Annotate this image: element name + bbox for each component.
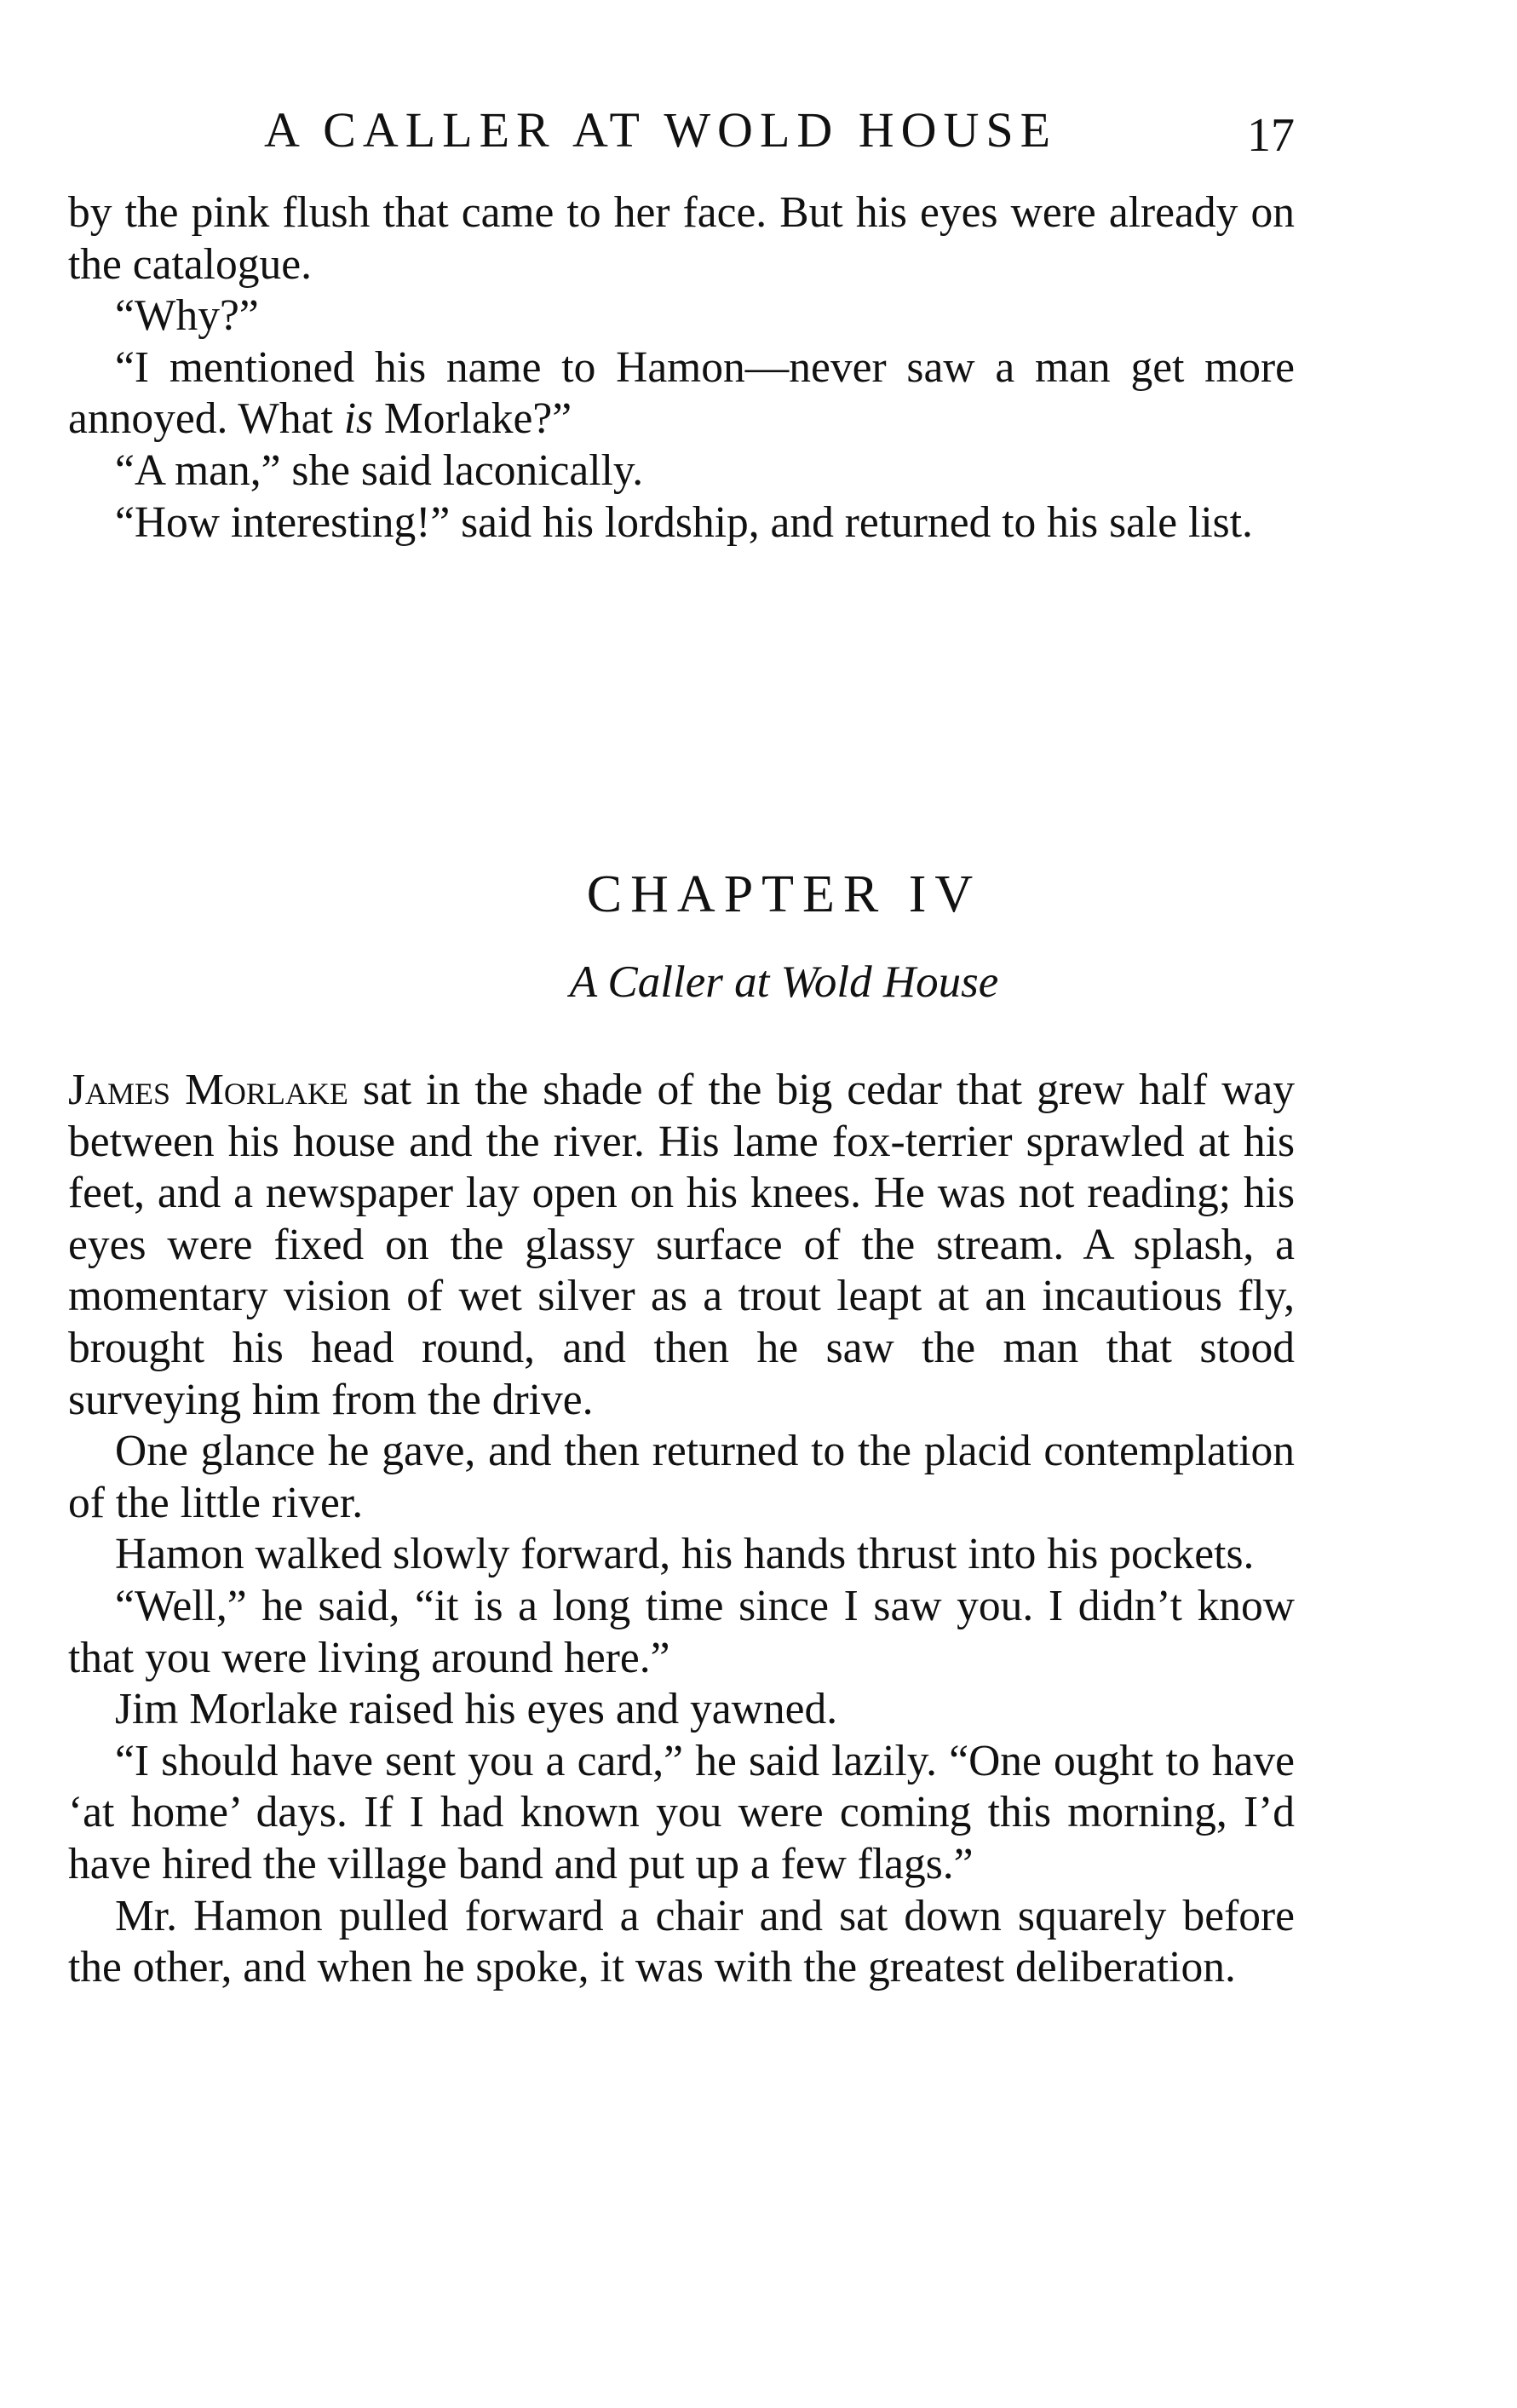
paragraph: Hamon walked slowly forward, his hands thrust into his pockets.	[115, 1530, 1255, 1579]
paragraph: “I should have sent you a card,” he said lazily. “One ought to have ‘at home’ days. If I had known you were coming this morning, I’d have hired the village band and put up a few flags.”	[68, 1736, 1295, 1888]
chapter-heading: CHAPTER IV	[586, 865, 982, 923]
page-number: 17	[1247, 109, 1295, 162]
text-run: “I mentioned his name to Hamon—never saw a man get more annoyed. What	[68, 342, 1295, 444]
continued-text	[68, 187, 1295, 549]
paragraph: Mr. Hamon pulled forward a chair and sat down squarely before the other, and when he spoke, it was with the greatest deliberation.	[68, 1891, 1295, 1992]
text-run: Morlake?”	[373, 394, 572, 444]
emphasis: is	[343, 394, 374, 444]
paragraph	[68, 1065, 1295, 1426]
paragraph: Jim Morlake raised his eyes and yawned.	[115, 1685, 838, 1734]
running-head	[68, 101, 1295, 160]
text-run: sat in the shade of the big cedar that grew half way between his house and the river. His lame fox-terrier sprawled at his feet, and a newspaper lay open on his knees. He was not reading; his eyes were fixed on the glassy surface of the stream. A splash, a momentary vision of wet silver as a trout leapt at an incautious fly, brought his head round, and then he saw the man that stood surveying him from the drive.	[68, 1066, 1295, 1424]
paragraph: “Well,” he said, “it is a long time since I saw you. I didn’t know that you were living around here.”	[68, 1581, 1295, 1682]
running-title: A CALLER AT WOLD HOUSE	[264, 102, 1058, 158]
paragraph: One glance he gave, and then returned to the placid contemplation of the little river.	[68, 1427, 1295, 1527]
paragraph: “A man,” she said laconically.	[115, 445, 644, 495]
paragraph: “How interesting!” said his lordship, and returned to his sale list.	[115, 497, 1253, 547]
paragraph: by the pink flush that came to her face. But his eyes were already on the catalogue.	[68, 188, 1295, 289]
paragraph	[68, 342, 1295, 445]
paragraph: “Why?”	[115, 291, 259, 341]
opening-words: James Morlake	[68, 1066, 348, 1114]
chapter-subtitle: A Caller at Wold House	[569, 957, 999, 1007]
chapter-text	[68, 1065, 1295, 1994]
